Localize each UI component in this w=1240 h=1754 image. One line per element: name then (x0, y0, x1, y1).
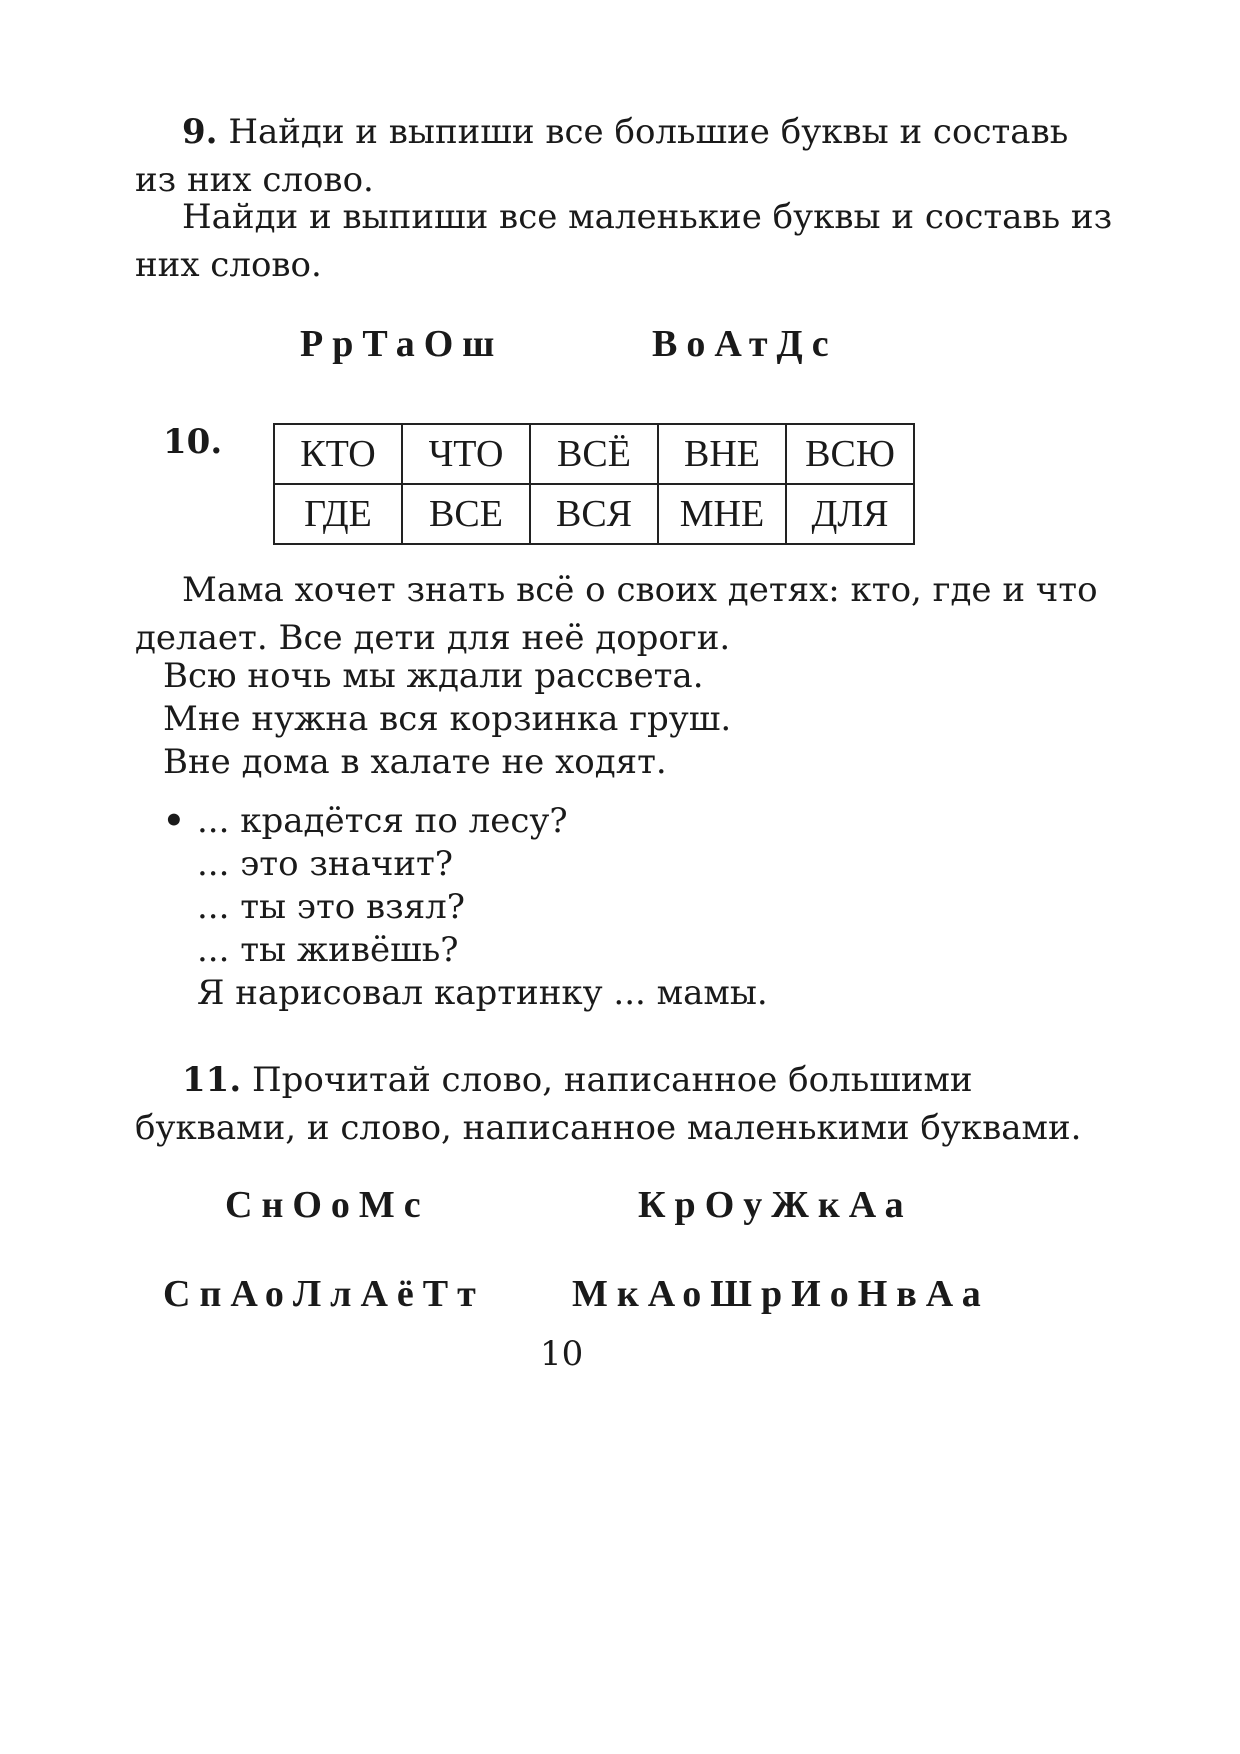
question-5: Я нарисовал картинку ... мамы. (197, 973, 768, 1013)
question-4: ... ты живёшь? (197, 930, 459, 970)
table-cell: ВСЮ (786, 424, 914, 484)
table-cell: ЧТО (402, 424, 530, 484)
sentence-1: Мама хочет знать всё о своих детях: кто, где и что делает. Все дети для неё дороги. (135, 570, 1098, 658)
question-1: ... крадётся по лесу? (197, 801, 568, 841)
task11-instruction (135, 1056, 1120, 1152)
table-row (274, 424, 914, 484)
task11-text: Прочитай слово, написанное большими буквами, и слово, написанное маленькими буквами. (135, 1060, 1082, 1148)
sentence-4: Вне дома в халате не ходят. (163, 742, 667, 782)
bullet-icon: • (163, 801, 185, 841)
table-cell: КТО (274, 424, 402, 484)
task11-letters-3: СпАоЛлАёТт (163, 1273, 485, 1315)
table-cell: ДЛЯ (786, 484, 914, 544)
word-table (273, 423, 915, 545)
sentence-3: Мне нужна вся корзинка груш. (163, 699, 732, 739)
sentence-2: Всю ночь мы ждали рассвета. (163, 656, 704, 696)
task9-letters-1: РрТаОш (300, 323, 504, 365)
task10-number: 10. (163, 422, 223, 462)
task9-instruction-1 (135, 108, 1120, 204)
page-number: 10 (540, 1334, 584, 1374)
table-cell: ВНЕ (658, 424, 786, 484)
table-cell: МНЕ (658, 484, 786, 544)
task9-number: 9. (182, 112, 218, 152)
table-row (274, 484, 914, 544)
table-cell: ВСЯ (530, 484, 658, 544)
task11-number: 11. (182, 1060, 242, 1100)
table-cell: ВСЕ (402, 484, 530, 544)
question-2: ... это значит? (197, 844, 454, 884)
task9-letters-2: ВоАтДс (652, 323, 838, 365)
task11-letters-2: КрОуЖкАа (638, 1184, 913, 1226)
task9-text-1: Найди и выпиши все большие буквы и составь из них слово. (135, 112, 1069, 200)
task11-letters-4: МкАоШрИоНвАа (572, 1273, 990, 1315)
table-cell: ГДЕ (274, 484, 402, 544)
task9-instruction-2: Найди и выпиши все маленькие буквы и составь из них слово. (135, 197, 1113, 285)
table-cell: ВСЁ (530, 424, 658, 484)
task11-letters-1: СнОоМс (225, 1184, 430, 1226)
question-3: ... ты это взял? (197, 887, 465, 927)
